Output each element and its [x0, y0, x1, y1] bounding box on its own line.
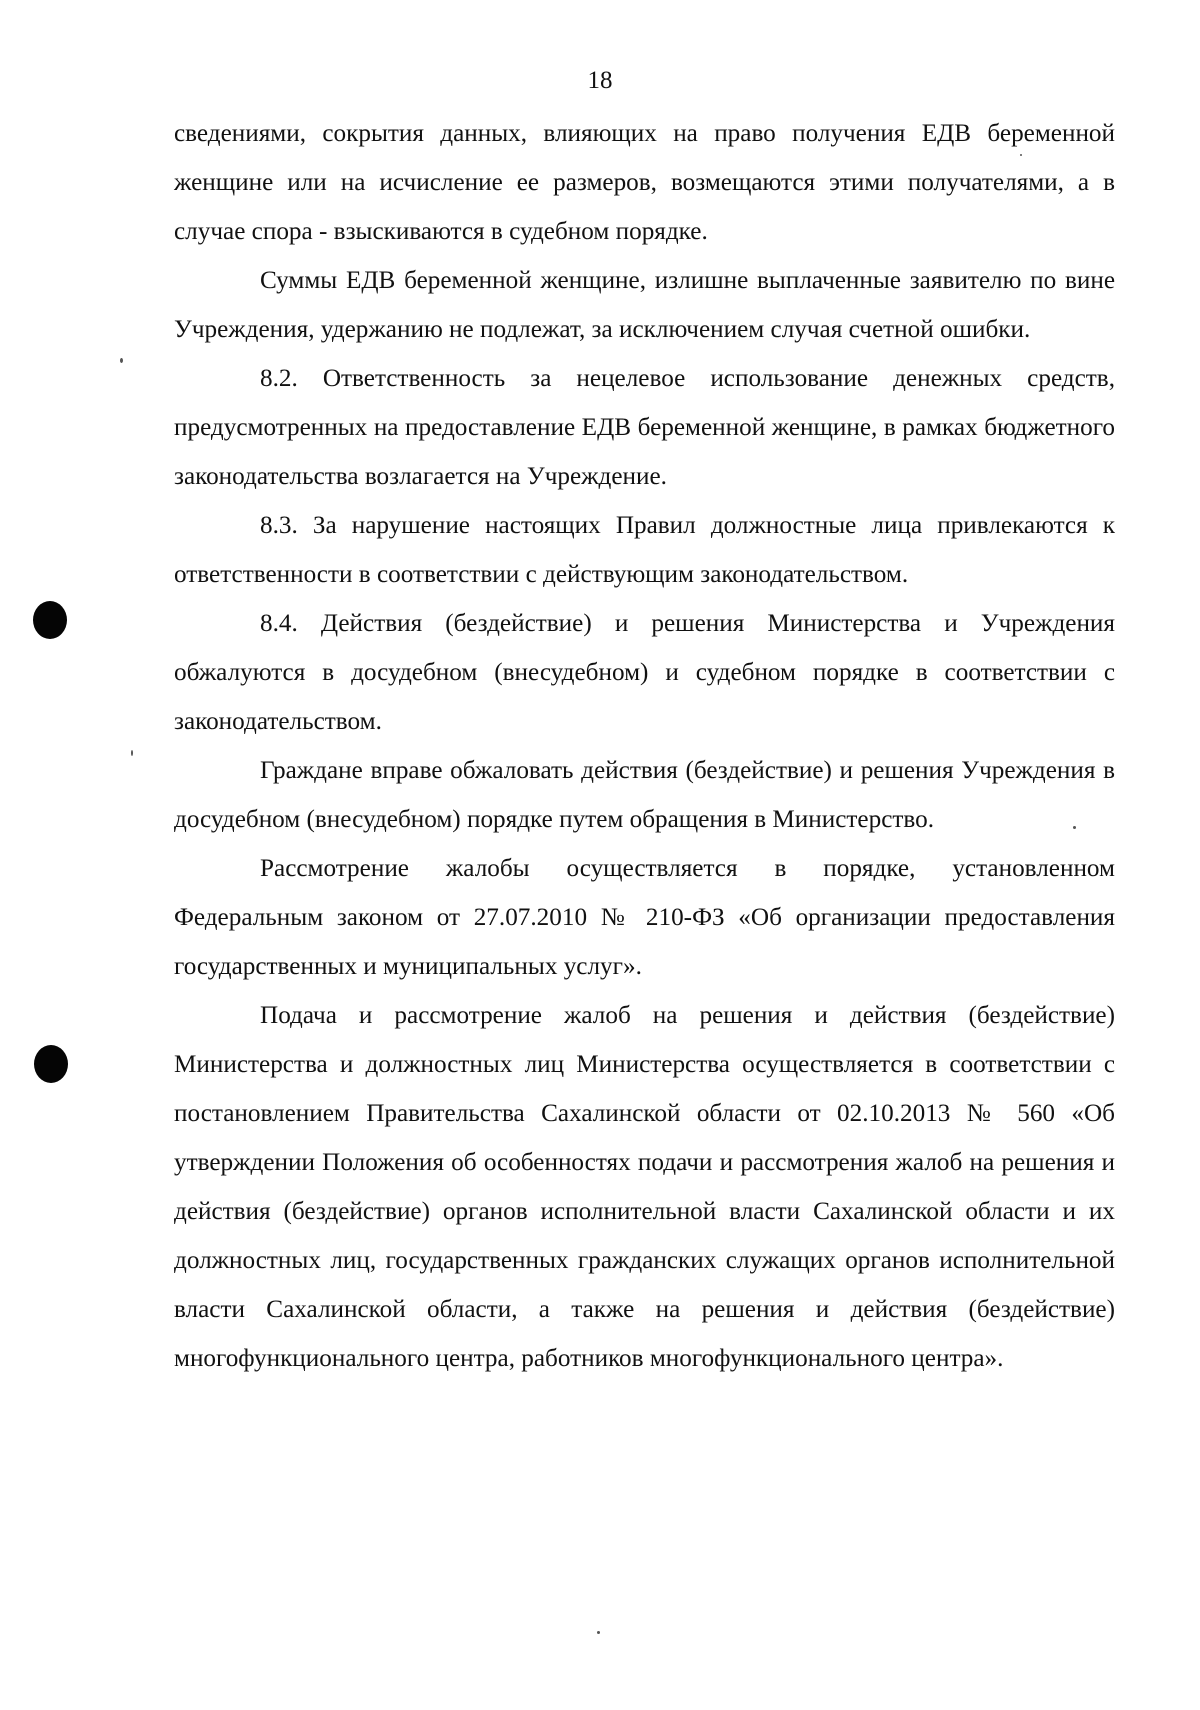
- scan-speck: [131, 750, 133, 756]
- paragraph: 8.2. Ответственность за нецелевое использование денежных средств, предусмотренных на предоставление ЕДВ беременной женщине, в рамках бюджетного законодательства возлагается на Учреждение.: [174, 365, 1115, 490]
- scan-speck: [597, 1631, 600, 1634]
- paragraph: Граждане вправе обжаловать действия (бездействие) и решения Учреждения в досудебном (внесудебном) порядке путем обращения в Министерство.: [174, 757, 1115, 833]
- paragraph: сведениями, сокрытия данных, влияющих на право получения ЕДВ беременной женщине или на исчисление ее размеров, возмещаются этими получателями, а в случае спора - взыскиваются в судебном порядке.: [174, 120, 1115, 245]
- paragraph: 8.3. За нарушение настоящих Правил должностные лица привлекаются к ответственности в соответствии с действующим законодательством.: [174, 512, 1115, 588]
- paragraph: Суммы ЕДВ беременной женщине, излишне выплаченные заявителю по вине Учреждения, удержанию не подлежат, за исключением случая счетной ошибки.: [174, 267, 1115, 343]
- paragraph: Рассмотрение жалобы осуществляется в порядке, установленном Федеральным законом от 27.07.2010 № 210-ФЗ «Об организации предоставления государственных и муниципальных услуг».: [174, 855, 1115, 980]
- paragraph: Подача и рассмотрение жалоб на решения и действия (бездействие) Министерства и должностных лиц Министерства осуществляется в соответствии с постановлением Правительства Сахалинской области от 02.10.2013 № 560 «Об утверждении Положения об особенностях подачи и рассмотрения жалоб на решения и действия (бездействие) органов исполнительной власти Сахалинской области и их должностных лиц, государственных гражданских служащих органов исполнительной власти Сахалинской области, а также на решения и действия (бездействие) многофункционального центра, работников многофункционального центра».: [174, 1002, 1115, 1372]
- scan-speck: [120, 358, 123, 363]
- punch-hole-mark: [33, 601, 67, 639]
- page-number: 18: [587, 67, 613, 94]
- document-body: [174, 109, 1115, 1383]
- paragraph: 8.4. Действия (бездействие) и решения Министерства и Учреждения обжалуются в досудебном (внесудебном) и судебном порядке в соответствии с законодательством.: [174, 610, 1115, 735]
- punch-hole-mark: [34, 1045, 68, 1083]
